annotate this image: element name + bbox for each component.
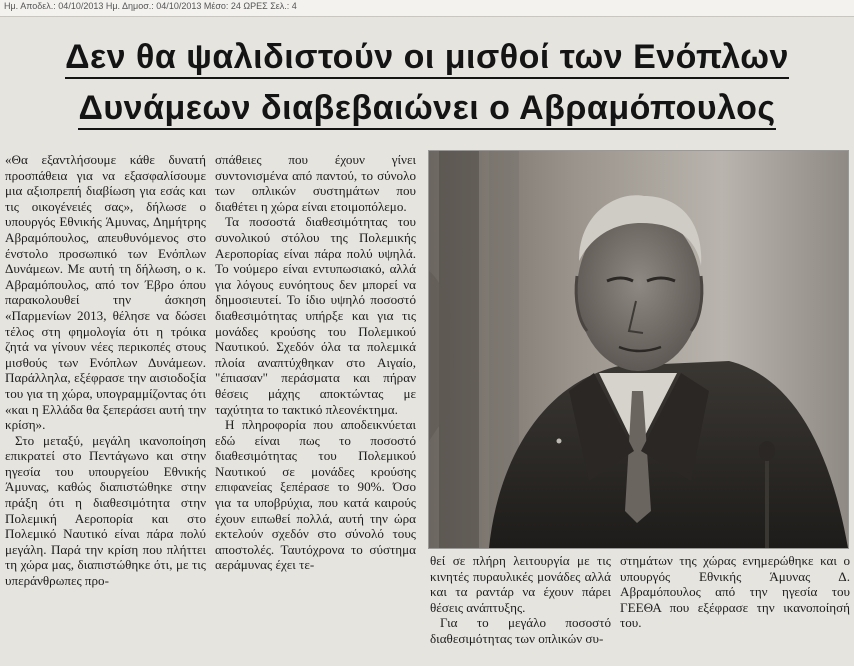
newspaper-page	[0, 17, 854, 666]
paragraph: «Θα εξαντλήσουμε κάθε δυνατή προσπάθεια για να εξασφαλίσουμε μια αξιοπρεπή διαβίωση για εσάς και τις οικογένειές σας», δήλωσε ο υπουργός Εθνικής Άμυνας, Δημήτρης Αβραμόπουλος, απευθυνόμενος στο ένστολο προσωπικό των Ενόπλων Δυνάμεων. Με αυτή τη δήλωση, ο κ. Αβραμόπουλος, από τον Έβρο όπου παρακολουθεί την άσκηση «Παρμενίων 2013, θέλησε να δώσει τέλος στη φημολογία ότι η τρόικα ζητά να γίνουν νέες περικοπές στους μισθούς των Ενόπλων Δυνάμεων. Παράλληλα, εξέφρασε την αισιοδοξία του για τη χώρα, υπογραμμίζοντας ότι «και η Ελλάδα θα ξεπεράσει αυτή την κρίση».	[5, 152, 206, 433]
photo-illustration	[429, 151, 848, 548]
headline-line-2: Δυνάμεων διαβεβαιώνει ο Αβραμόπουλος	[0, 89, 854, 128]
article-column-4	[620, 553, 850, 666]
article-column-2	[215, 152, 416, 666]
clipping-metadata: Ημ. Αποδελ.: 04/10/2013 Ημ. Δημοσ.: 04/10/2013 Μέσο: 24 ΩΡΕΣ Σελ.: 4	[4, 1, 297, 11]
article-column-3	[430, 553, 611, 666]
portrait-photo-icon	[428, 150, 849, 549]
paragraph: Τα ποσοστά διαθεσιμότητας του συνολικού στόλου της Πολεμικής Αεροπορίας είναι πάρα πολύ υψηλά. Το νούμερο είναι εντυπωσιακό, αλλά για λόγους ευνόητους δεν μπορεί να δημοσιευτεί. Το ίδιο υψηλό ποσοστό διαθεσιμότητας υπήρξε και για τις μονάδες κρούσης του Πολεμικού Ναυτικού. Σχεδόν όλα τα πολεμικά πλοία αναπτύχθηκαν στο Αιγαίο, "έπιασαν" περάσματα και πήραν θέσεις μάχης αποκτώντας με ταχύτητα το τακτικό πλεονέκτημα.	[215, 214, 416, 417]
paragraph: Για το μεγάλο ποσοστό διαθεσιμότητας των οπλικών συ-	[430, 615, 611, 646]
paragraph: Στο μεταξύ, μεγάλη ικανοποίηση επικρατεί στο Πεντάγωνο και στην ηγεσία του υπουργείου Εθνικής Άμυνας, καθώς διαπιστώθηκε στην πράξη ότι η διαθεσιμότητα στην Πολεμική Αεροπορία και στο Πολεμικό Ναυτικό είναι πάρα πολύ μεγάλη. Παρά την κρίση που πλήττει τη χώρα μας, διαπιστώθηκε ότι, με τις υπεράνθρωπες προ-	[5, 432, 206, 589]
paragraph: Η πληροφορία που αποδεικνύεται εδώ είναι πως το ποσοστό διαθεσιμότητας του Πολεμικού Ναυτικού σε μονάδες κρούσης επιφανείας ξεπέρασε το 90%. Όσο για τα υποβρύχια, που κατά καιρούς έχουν ειπωθεί πολλά, αυτή την ώρα εκτελούν σχεδόν στο σύνολό τους αποστολές. Ταυτόχρονα το σύστημα αεράμυνας έχει τε-	[215, 417, 416, 573]
clipping-header-bar	[0, 0, 854, 17]
paragraph: θεί σε πλήρη λειτουργία με τις κινητές πυραυλικές μονάδες αλλά και τα ραντάρ να έχουν πάρει θέσεις ανάπτυξης.	[430, 553, 611, 615]
paragraph: σπάθειες που έχουν γίνει συντονισμένα από παντού, το σύνολο των οπλικών συστημάτων που διαθέτει η χώρα είναι ετοιμοπόλεμο.	[215, 152, 416, 214]
paragraph: στημάτων της χώρας ενημερώθηκε και ο υπουργός Εθνικής Άμυνας Δ. Αβραμόπουλος από την ηγεσία του ΓΕΕΘΑ που εξέφρασε την ικανοποίησή του.	[620, 553, 850, 631]
article-column-1	[5, 152, 206, 666]
headline-line-1: Δεν θα ψαλιδιστούν οι μισθοί των Ενόπλων	[0, 38, 854, 77]
